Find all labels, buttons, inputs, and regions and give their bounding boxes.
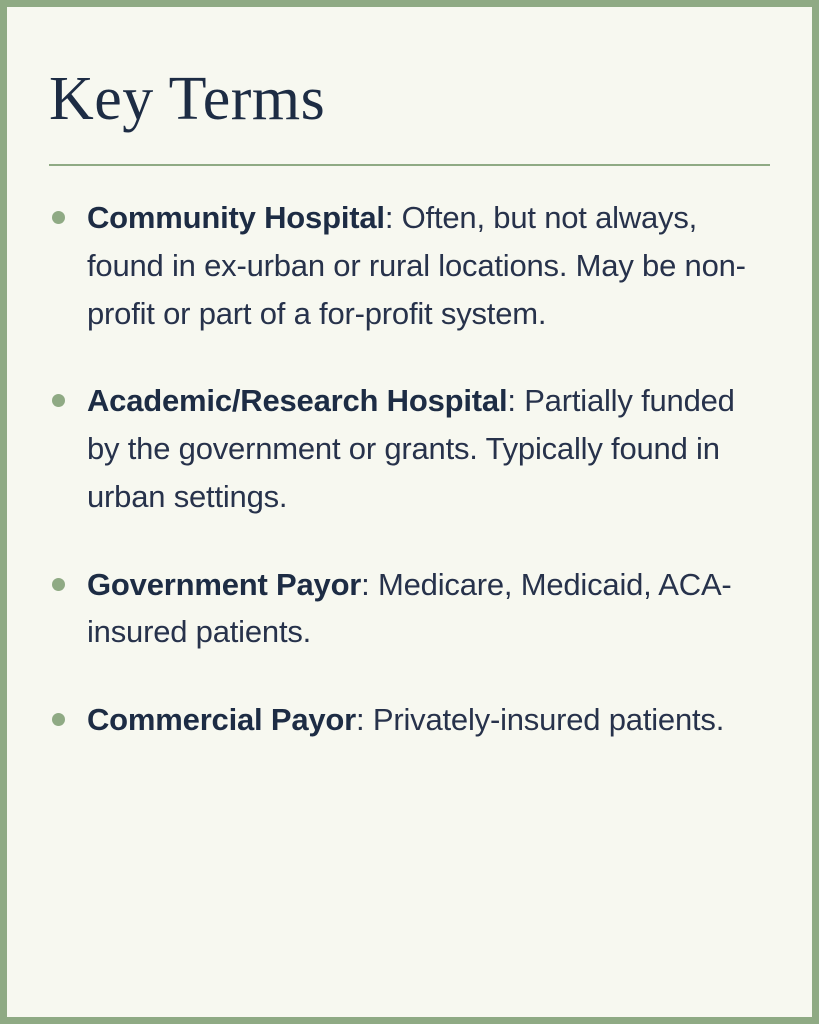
list-item	[49, 561, 770, 656]
term-definition: : Privately-insured patients.	[356, 701, 725, 737]
list-item	[49, 696, 770, 744]
term-name: Community Hospital	[87, 200, 385, 236]
bullet-dot-icon	[52, 713, 65, 726]
list-item	[49, 194, 770, 337]
term-definition: : Often, but not always, found in ex-urban or rural locations. May be non-profit or part of a for-profit system.	[87, 200, 746, 331]
bullet-dot-icon	[52, 578, 65, 591]
term-definition: : Medicare, Medicaid, ACA-insured patients.	[87, 566, 732, 650]
terms-list	[49, 194, 770, 744]
list-item	[49, 377, 770, 520]
bullet-dot-icon	[52, 394, 65, 407]
title-divider	[49, 164, 770, 166]
page-title: Key Terms	[49, 65, 326, 133]
bullet-dot-icon	[52, 211, 65, 224]
term-definition: : Partially funded by the government or grants. Typically found in urban settings.	[87, 383, 735, 514]
term-name: Government Payor	[87, 566, 362, 602]
term-name: Academic/Research Hospital	[87, 383, 508, 419]
term-name: Commercial Payor	[87, 701, 357, 737]
